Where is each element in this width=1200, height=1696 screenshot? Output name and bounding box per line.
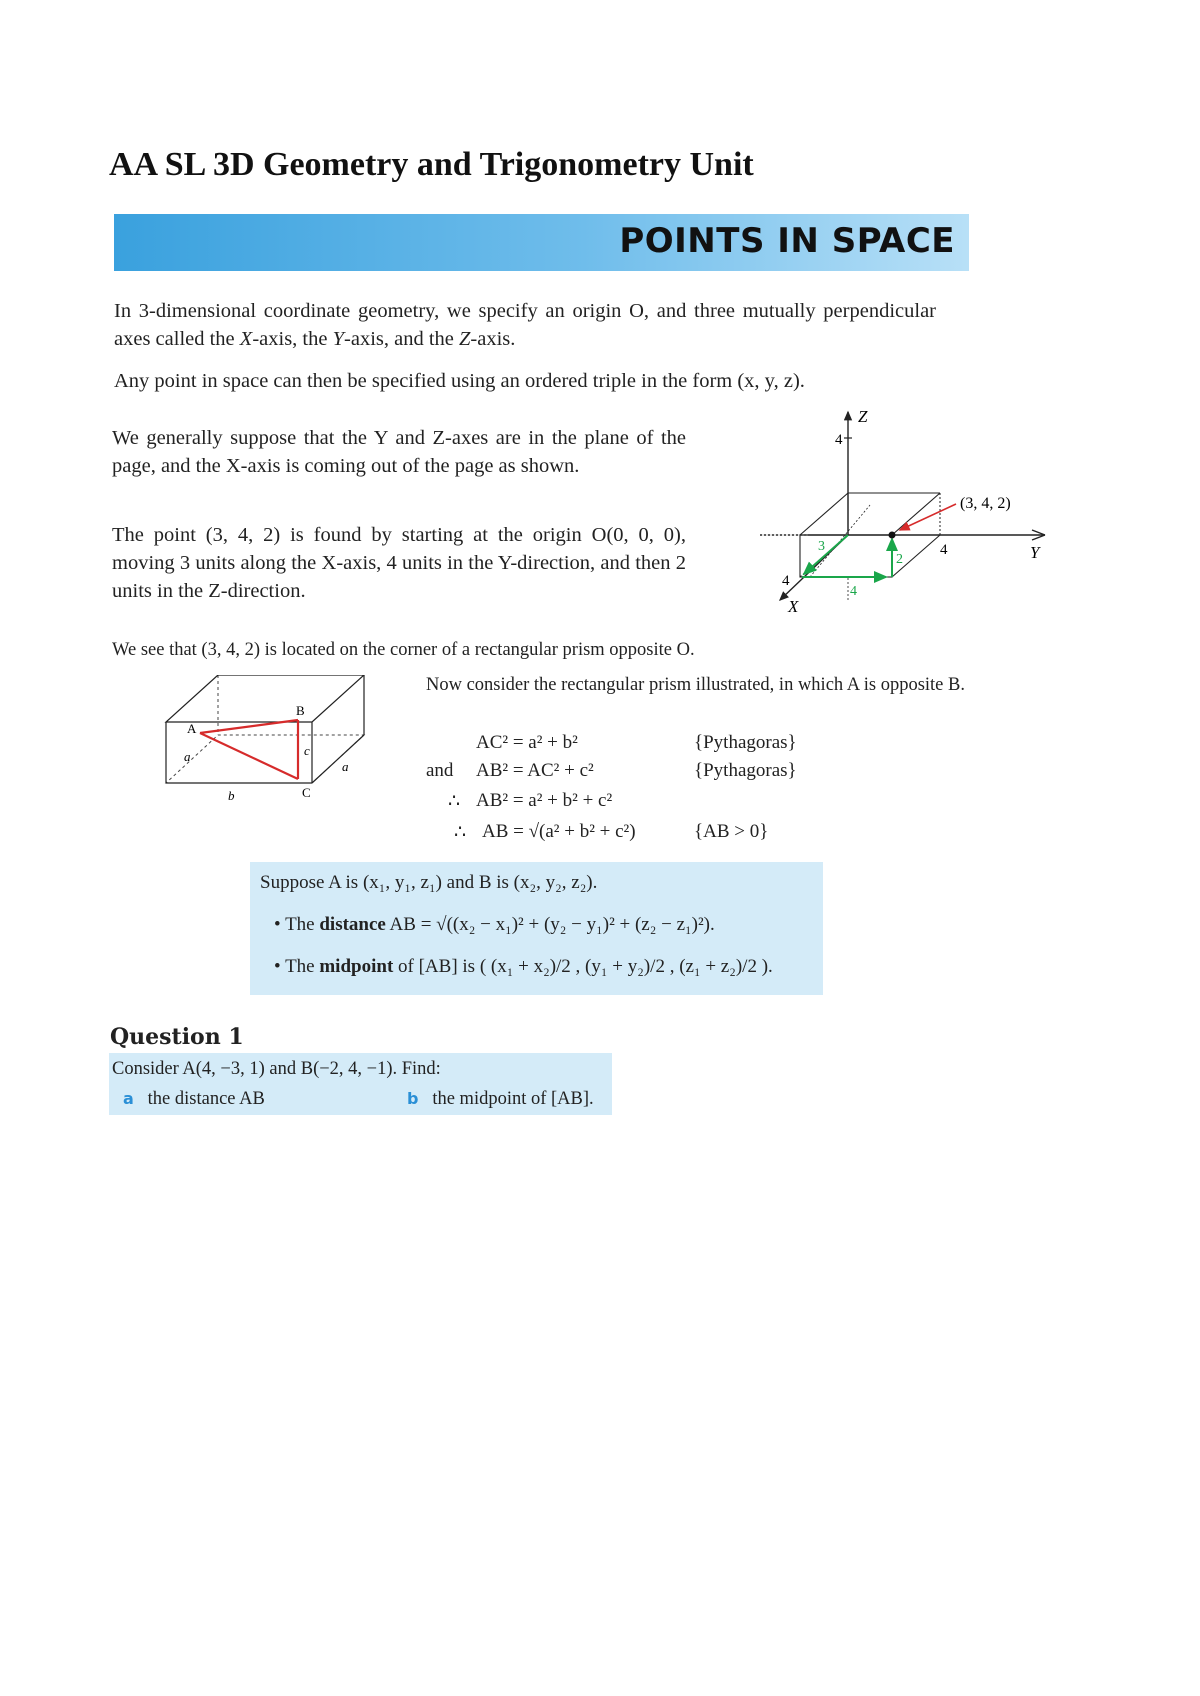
x-tick-label: 4 — [782, 573, 790, 589]
midpoint-formula: • The midpoint of [AB] is ( (x₁ + x₂)/2 , (y₁ + y₂)/2 , (z₁ + z₂)/2 ). — [274, 956, 773, 977]
equation-ac: AC² = a² + b² — [476, 732, 578, 753]
x-axis-label: X — [788, 597, 799, 616]
ac-diagonal — [200, 733, 298, 779]
label-A: A — [187, 721, 197, 736]
equation-lead: ∴ — [448, 791, 461, 812]
formula-box — [250, 862, 823, 995]
question-part-b: b the midpoint of [AB]. — [407, 1089, 594, 1109]
equation-reason: {AB > 0} — [694, 821, 769, 842]
label-c: c — [304, 743, 310, 758]
question-heading: Question 1 — [110, 1024, 244, 1050]
x-step-label: 3 — [818, 539, 825, 554]
label-B: B — [296, 703, 305, 718]
triple-paragraph: Any point in space can then be specified using an ordered triple in the form (x, y, z). — [114, 370, 805, 392]
equation-reason: {Pythagoras} — [694, 732, 797, 753]
z-step-label: 2 — [896, 552, 903, 567]
label-a-right: a — [342, 759, 349, 774]
intro-paragraph: In 3-dimensional coordinate geometry, we specify an origin O, and three mutually perpendicular axes called the X-axis, the Y-axis, and the Z-axis. — [114, 300, 936, 350]
question-stem: Consider A(4, −3, 1) and B(−2, 4, −1). Find: — [112, 1059, 441, 1079]
label-C: C — [302, 785, 311, 800]
axes-diagram — [740, 400, 1070, 630]
equation-ab-squared: AB² = AC² + c² — [476, 760, 594, 781]
prism-diagram — [160, 675, 375, 805]
z-tick-label: 4 — [835, 432, 843, 448]
x-step-arrow — [804, 535, 848, 574]
equation-ab-sum: AB² = a² + b² + c² — [476, 790, 613, 811]
z-axis-label: Z — [858, 407, 868, 426]
formula-intro: Suppose A is (x₁, y₁, z₁) and B is (x₂, y₂, z₂). — [260, 872, 598, 893]
prism-paragraph: Now consider the rectangular prism illustrated, in which A is opposite B. — [426, 675, 965, 695]
y-axis-label: Y — [1030, 543, 1040, 562]
equation-lead: ∴ — [454, 822, 467, 843]
equation-reason: {Pythagoras} — [694, 760, 797, 781]
banner-title: POINTS IN SPACE — [619, 221, 955, 261]
corner-paragraph: We see that (3, 4, 2) is located on the corner of a rectangular prism opposite O. — [112, 640, 695, 660]
y-step-label: 4 — [850, 584, 857, 599]
equation-ab-root: AB = √(a² + b² + c²) — [482, 821, 636, 842]
axes-orientation-paragraph: We generally suppose that the Y and Z-axes are in the plane of the page, and the X-axis is coming out of the page as shown. — [112, 427, 686, 477]
question-box — [109, 1053, 612, 1115]
label-b: b — [228, 788, 235, 803]
point-marker — [889, 532, 896, 539]
distance-formula: • The distance AB = √((x₂ − x₁)² + (y₂ − y₁)² + (z₂ − z₁)²). — [274, 914, 715, 935]
point-label: (3, 4, 2) — [960, 495, 1011, 512]
point-location-paragraph: The point (3, 4, 2) is found by starting at the origin O(0, 0, 0), moving 3 units along the X-axis, 4 units in the Y-direction, and then 2 units in the Z-direction. — [112, 524, 686, 602]
document-title: AA SL 3D Geometry and Trigonometry Unit — [109, 146, 754, 183]
section-banner — [114, 214, 969, 271]
equation-lead: and — [426, 760, 454, 781]
point-pointer-arrow — [900, 504, 956, 530]
y-tick-label: 4 — [940, 542, 948, 558]
question-part-a: a the distance AB — [123, 1089, 265, 1109]
label-a-left: a — [184, 749, 191, 764]
